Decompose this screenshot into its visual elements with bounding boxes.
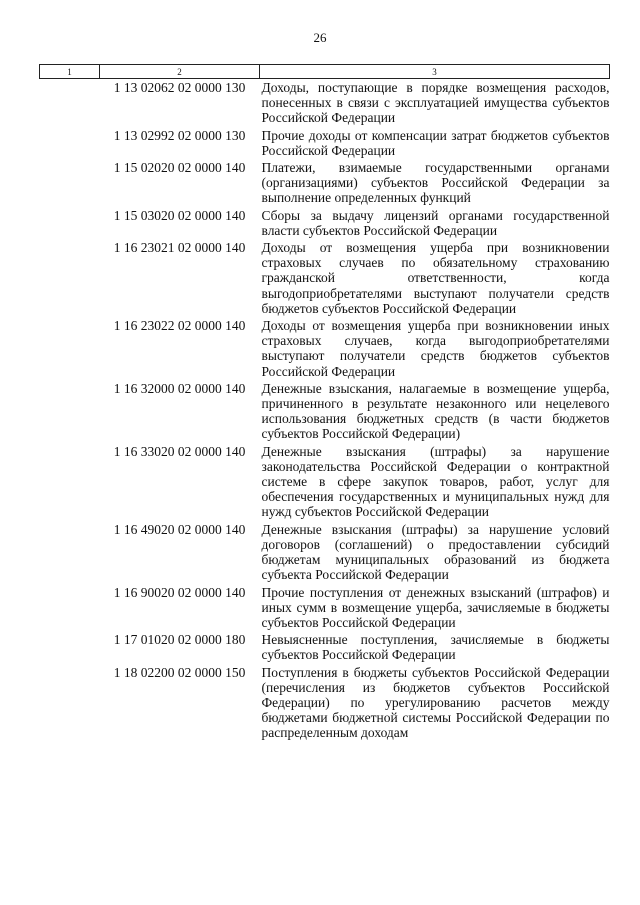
page-number: 26 <box>313 30 327 45</box>
table-row <box>40 381 610 444</box>
row-description: Сборы за выдачу лицензий органами государственной власти субъектов Российской Федерации <box>261 207 610 238</box>
row-description: Поступления в бюджеты субъектов Российской Федерации (перечисления из бюджетов субъектов Российской Федерации) по урегулированию расчетов между бюджетами бюджетной системы Российской Федерации по распределенным доходам <box>261 664 610 741</box>
row-description: Невыясненные поступления, зачисляемые в бюджеты субъектов Российской Федерации <box>261 632 610 663</box>
row-description: Доходы, поступающие в порядке возмещения расходов, понесенных в связи с эксплуатацией имущества субъектов Российской Федерации <box>261 80 610 126</box>
table-row <box>40 585 610 633</box>
row-code: 1 16 23022 02 0000 140 <box>113 318 246 334</box>
table-row <box>40 444 610 522</box>
row-code: 1 16 33020 02 0000 140 <box>113 443 246 459</box>
row-empty-cell <box>40 665 100 743</box>
row-description: Доходы от возмещения ущерба при возникновении страховых случаев по обязательному страхованию гражданской ответственности, когда выгодоприобретателями выступают получатели средств бюджетов субъектов Российской Федерации <box>261 240 610 316</box>
row-description: Доходы от возмещения ущерба при возникновении иных страховых случаев, когда выгодоприобретателями выступают получатели средств бюджетов субъектов Российской Федерации <box>261 318 610 379</box>
row-empty-cell <box>40 381 100 444</box>
row-empty-cell <box>40 208 100 240</box>
row-code: 1 16 32000 02 0000 140 <box>113 380 246 396</box>
header-row <box>40 65 610 79</box>
table-row <box>40 522 610 585</box>
header-col-1: 1 <box>40 65 100 79</box>
row-code: 1 17 01020 02 0000 180 <box>113 632 246 648</box>
row-empty-cell <box>40 79 100 128</box>
row-description: Прочие доходы от компенсации затрат бюджетов субъектов Российской Федерации <box>261 127 610 158</box>
row-empty-cell <box>40 128 100 160</box>
row-code: 1 16 90020 02 0000 140 <box>113 584 246 600</box>
revenue-codes-table <box>39 64 610 743</box>
table-row <box>40 79 610 128</box>
row-empty-cell <box>40 318 100 381</box>
row-empty-cell <box>40 522 100 585</box>
table-row <box>40 318 610 381</box>
row-empty-cell <box>40 240 100 318</box>
table-row <box>40 208 610 240</box>
table-row <box>40 240 610 318</box>
row-code: 1 13 02992 02 0000 130 <box>113 127 246 143</box>
row-code: 1 15 02020 02 0000 140 <box>113 160 246 176</box>
row-empty-cell <box>40 632 100 664</box>
row-empty-cell <box>40 160 100 208</box>
table-row <box>40 665 610 743</box>
header-col-2: 2 <box>100 65 260 79</box>
table-row <box>40 632 610 664</box>
row-description: Прочие поступления от денежных взысканий (штрафов) и иных сумм в возмещение ущерба, зачисляемые в бюджеты субъектов Российской Федерации <box>261 584 610 630</box>
row-code: 1 16 23021 02 0000 140 <box>113 240 246 256</box>
table-row <box>40 128 610 160</box>
row-code: 1 18 02200 02 0000 150 <box>113 664 246 680</box>
row-empty-cell <box>40 444 100 522</box>
table-row <box>40 160 610 208</box>
row-description: Платежи, взимаемые государственными органами (организациями) субъектов Российской Федерации за выполнение определенных функций <box>261 160 610 206</box>
row-code: 1 13 02062 02 0000 130 <box>113 80 246 95</box>
table-body <box>40 79 610 743</box>
table-header <box>40 65 610 79</box>
row-empty-cell <box>40 585 100 633</box>
row-description: Денежные взыскания (штрафы) за нарушение законодательства Российской Федерации о контрактной системе в сфере закупок товаров, работ, услуг для обеспечения государственных и муниципальных нужд для нужд субъектов Российской Федерации <box>261 443 610 520</box>
header-col-3: 3 <box>260 65 610 79</box>
row-code: 1 16 49020 02 0000 140 <box>113 521 246 537</box>
row-code: 1 15 03020 02 0000 140 <box>113 207 246 223</box>
row-description: Денежные взыскания (штрафы) за нарушение условий договоров (соглашений) о предоставлении субсидий бюджетам муниципальных образований из бюджета субъекта Российской Федерации <box>261 521 610 583</box>
row-description: Денежные взыскания, налагаемые в возмещение ущерба, причиненного в результате незаконного или нецелевого использования бюджетных средств (в части бюджетов субъектов Российской Федерации) <box>261 380 610 442</box>
